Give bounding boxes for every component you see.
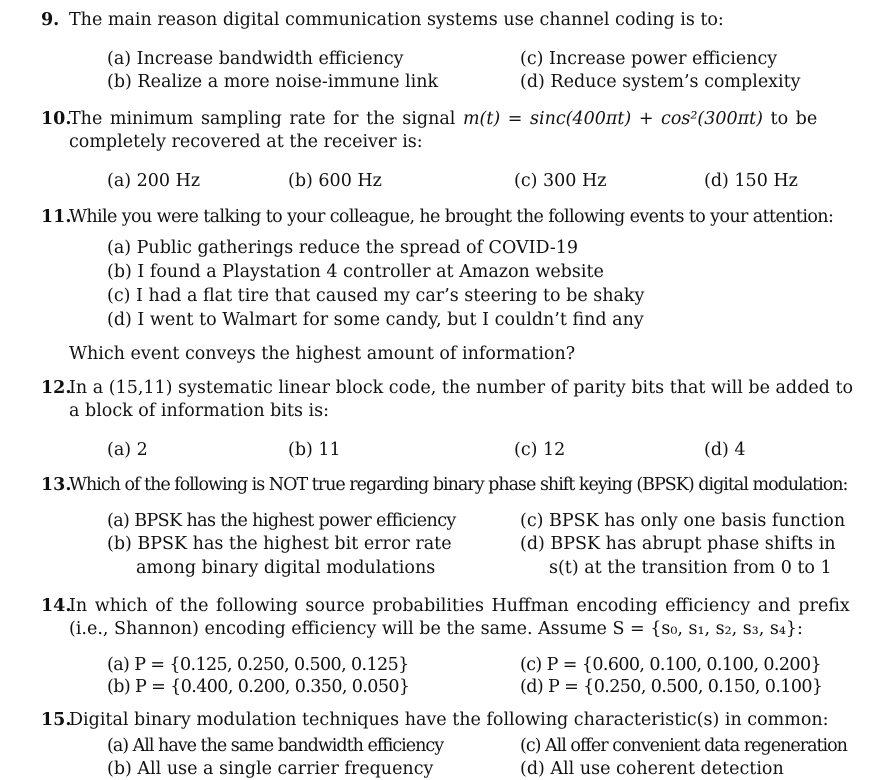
q13-number: 13. xyxy=(41,475,72,495)
q15-option-d: (d) All use coherent detection xyxy=(520,759,784,779)
q10-option-d: (d) 150 Hz xyxy=(704,171,798,191)
q9-text: The main reason digital communication systems use channel coding is to: xyxy=(69,10,724,30)
q9-option-a: (a) Increase bandwidth efficiency xyxy=(107,49,404,69)
q12-option-c: (c) 12 xyxy=(514,440,566,460)
q10-option-a: (a) 200 Hz xyxy=(107,171,201,191)
q14-option-b: (b) P = {0.400, 0.200, 0.350, 0.050} xyxy=(107,677,410,697)
q11-text: While you were talking to your colleague, he brought the following events to your attention: xyxy=(69,207,834,227)
q12-option-d: (d) 4 xyxy=(704,440,746,460)
q10-text-pre: The minimum sampling rate for the signal xyxy=(69,109,463,129)
q13-option-c: (c) BPSK has only one basis function xyxy=(520,511,846,531)
q15-option-b: (b) All use a single carrier frequency xyxy=(107,759,434,779)
q13-option-d-cont: s(t) at the transition from 0 to 1 xyxy=(549,558,832,578)
q14-option-d: (d) P = {0.250, 0.500, 0.150, 0.100} xyxy=(520,677,823,697)
q14-text: In which of the following source probabilities Huffman encoding efficiency and prefix xyxy=(69,596,850,616)
q10-number: 10. xyxy=(41,109,72,129)
q9-option-d: (d) Reduce system’s complexity xyxy=(520,72,801,92)
q12-option-a: (a) 2 xyxy=(107,440,148,460)
q11-option-b: (b) I found a Playstation 4 controller at Amazon website xyxy=(107,262,604,282)
q9-option-c: (c) Increase power efficiency xyxy=(520,49,778,69)
q13-text: Which of the following is NOT true regarding binary phase shift keying (BPSK) digital modulation: xyxy=(69,475,848,495)
q12-text-line2: a block of information bits is: xyxy=(69,401,329,421)
q15-option-a: (a) All have the same bandwidth efficiency xyxy=(107,736,444,756)
q11-option-a: (a) Public gatherings reduce the spread of COVID-19 xyxy=(107,238,579,258)
q10-text-line2: completely recovered at the receiver is: xyxy=(69,132,423,152)
q10-option-c: (c) 300 Hz xyxy=(514,171,607,191)
q13-option-a: (a) BPSK has the highest power efficiency xyxy=(107,511,456,531)
q15-text: Digital binary modulation techniques have the following characteristic(s) in common: xyxy=(69,710,829,730)
q9-number: 9. xyxy=(41,10,60,30)
q10-text xyxy=(69,108,817,130)
q14-number: 14. xyxy=(41,596,72,616)
q10-formula: m(t) = sinc(400πt) + cos²(300πt) xyxy=(462,109,763,129)
q10-text-post: to be xyxy=(762,109,818,129)
q13-option-d: (d) BPSK has abrupt phase shifts in xyxy=(520,534,836,554)
q13-option-b-cont: among binary digital modulations xyxy=(136,558,436,578)
q9-option-b: (b) Realize a more noise-immune link xyxy=(107,72,439,92)
q14-option-a: (a) P = {0.125, 0.250, 0.500, 0.125} xyxy=(107,655,409,675)
q12-number: 12. xyxy=(41,378,72,398)
q11-number: 11. xyxy=(41,207,72,227)
q14-text-line2: (i.e., Shannon) encoding efficiency will be the same. Assume S = {s₀, s₁, s₂, s₃, s₄}: xyxy=(69,619,803,639)
q15-option-c: (c) All offer convenient data regeneration xyxy=(520,736,847,756)
q11-option-d: (d) I went to Walmart for some candy, but I couldn’t find any xyxy=(107,310,644,330)
q11-question: Which event conveys the highest amount of information? xyxy=(69,344,576,364)
q10-option-b: (b) 600 Hz xyxy=(288,171,382,191)
q14-option-c: (c) P = {0.600, 0.100, 0.100, 0.200} xyxy=(520,655,822,675)
q12-text: In a (15,11) systematic linear block code, the number of parity bits that will be added to xyxy=(69,378,854,398)
q12-option-b: (b) 11 xyxy=(288,440,341,460)
q15-number: 15. xyxy=(41,710,72,730)
q13-option-b: (b) BPSK has the highest bit error rate xyxy=(107,534,452,554)
q11-option-c: (c) I had a flat tire that caused my car’s steering to be shaky xyxy=(107,286,645,306)
